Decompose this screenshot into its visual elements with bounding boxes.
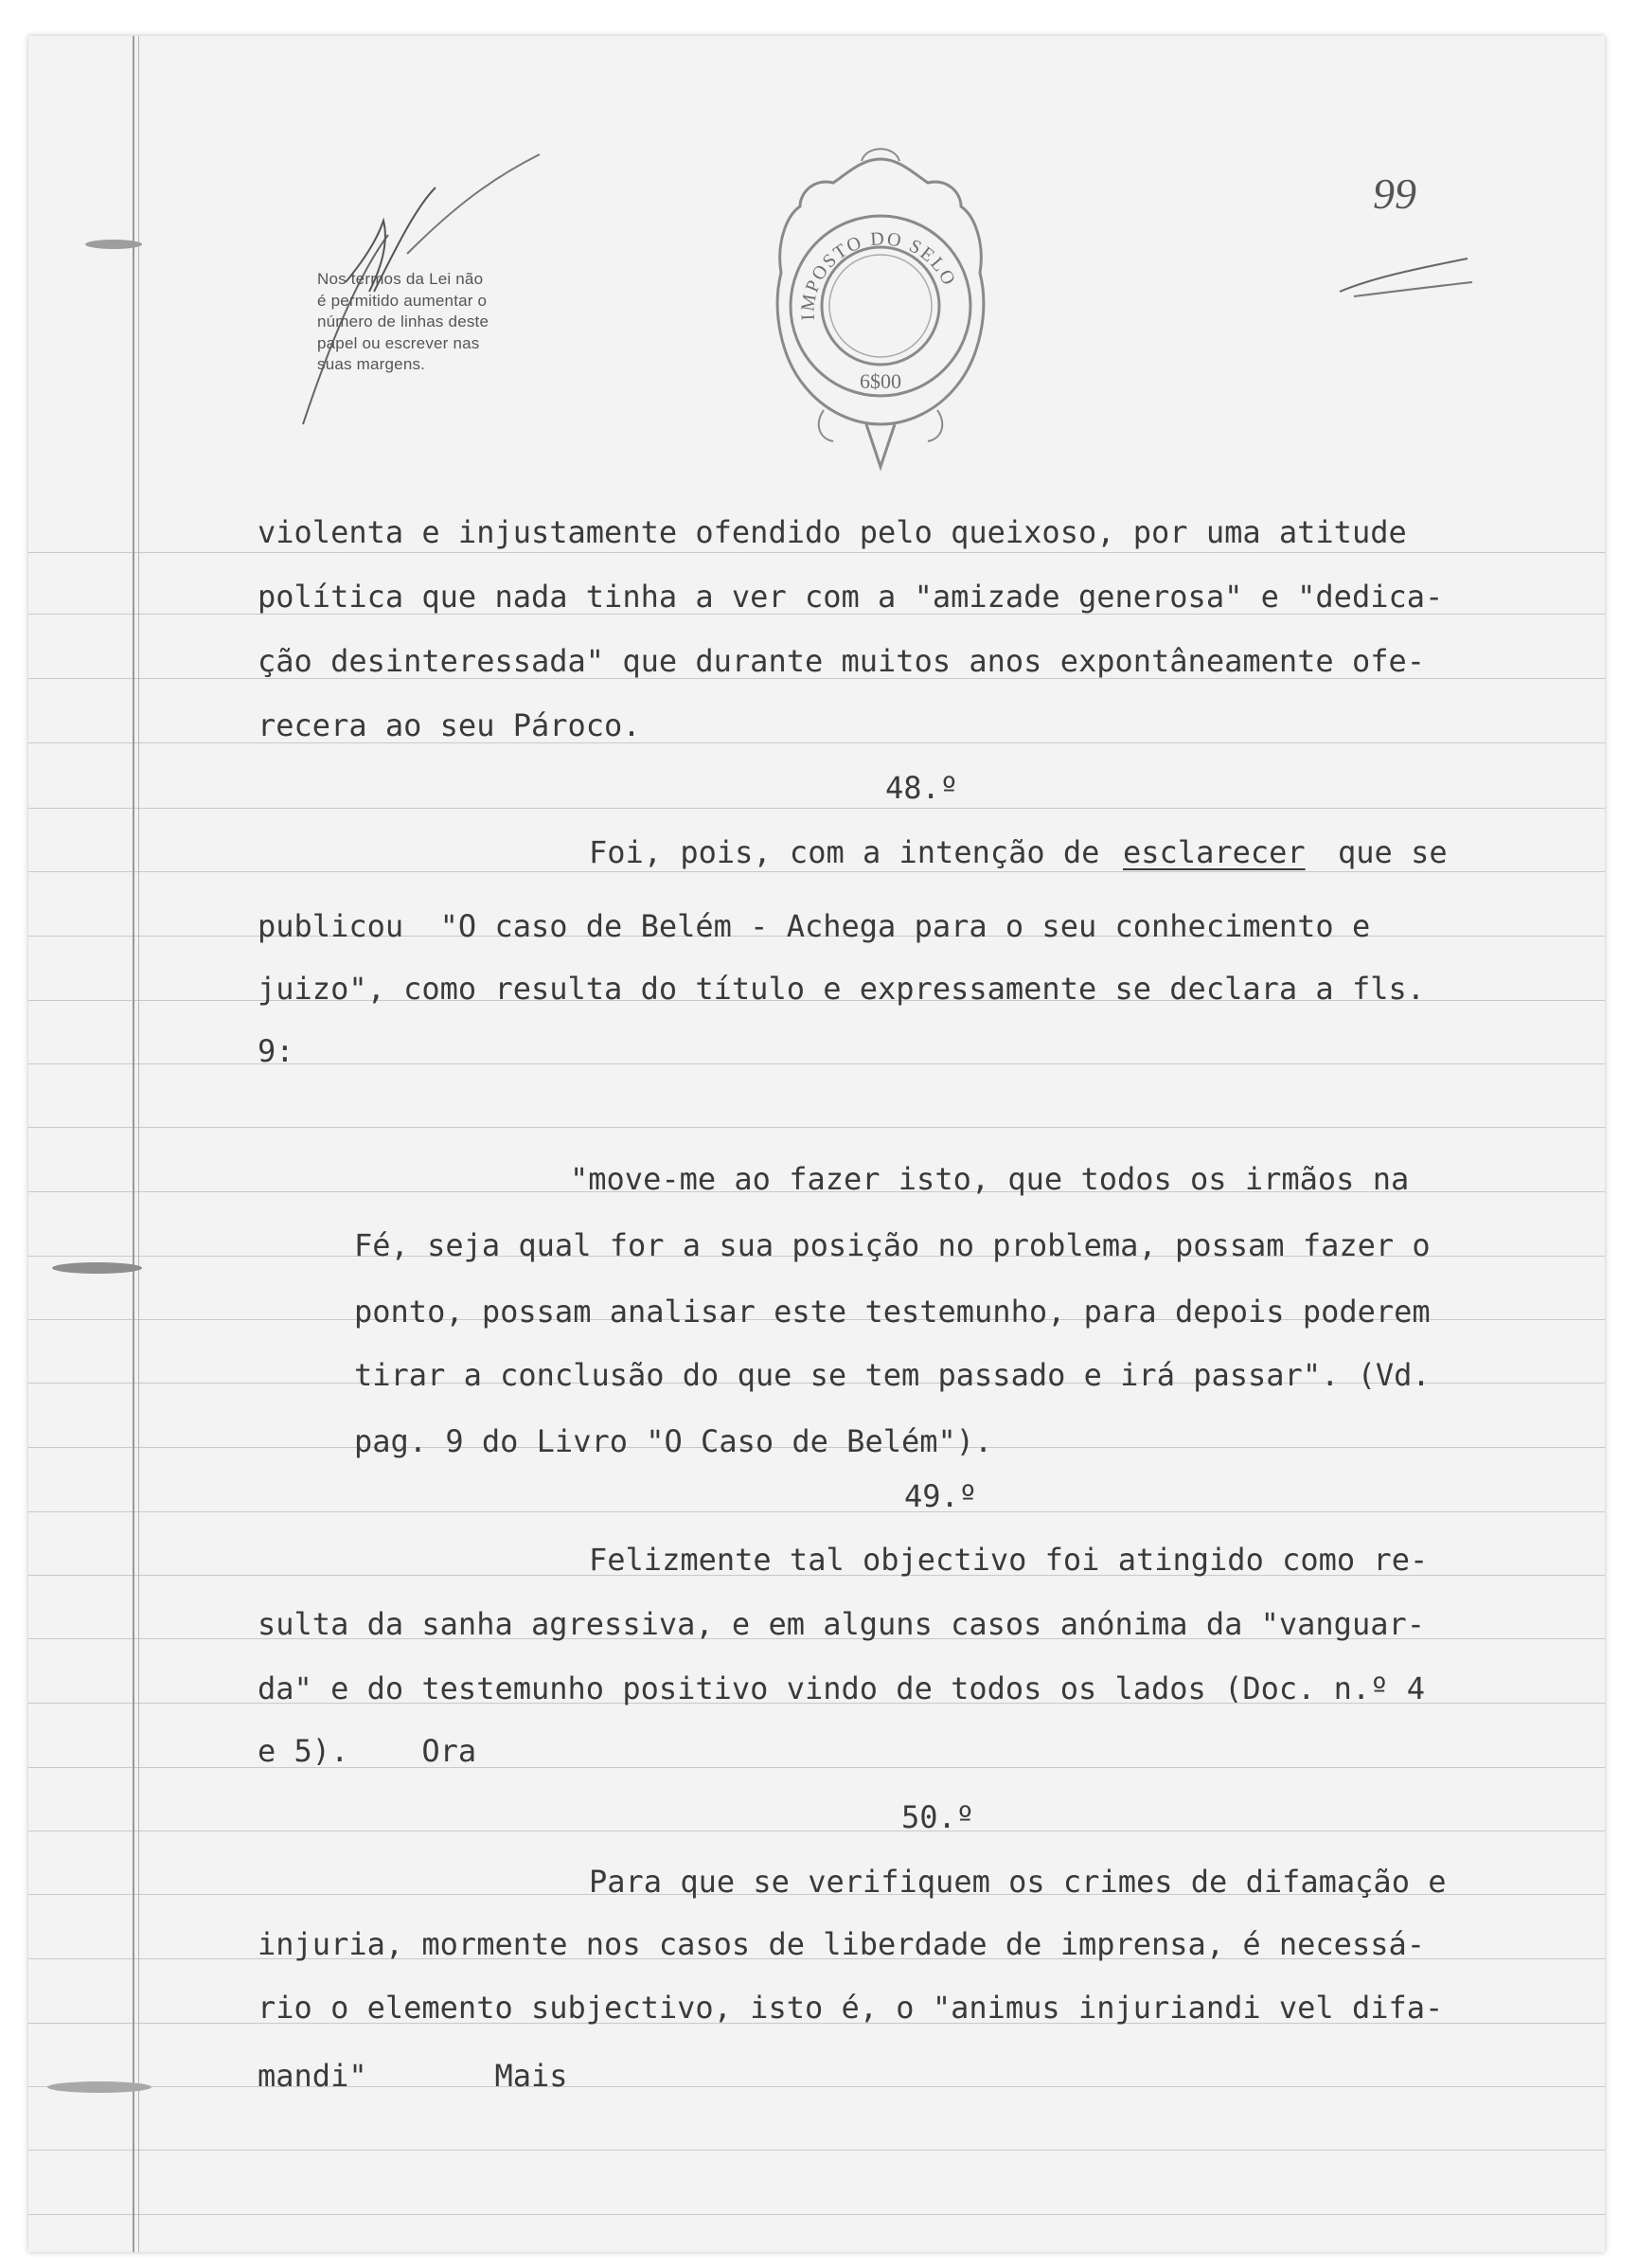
body-line: e 5). Ora <box>258 1733 477 1769</box>
ruled-line <box>28 1830 1605 1831</box>
seal-value: 6$00 <box>860 369 901 393</box>
margin-line <box>133 36 134 2252</box>
document-page <box>28 36 1605 2252</box>
notice-line: número de linhas deste <box>317 313 489 330</box>
body-line: sulta da sanha agressiva, e em alguns casos anónima da "vanguar- <box>258 1606 1425 1642</box>
quote-line: pag. 9 do Livro "O Caso de Belém"). <box>354 1423 993 1459</box>
stamp-paper-notice <box>317 269 582 376</box>
quote-line: "move-me ao fazer isto, que todos os irmãos na <box>570 1161 1410 1197</box>
binding-mark <box>52 1262 142 1274</box>
ruled-line <box>28 1511 1605 1512</box>
body-line: Para que se verifiquem os crimes de difamação e <box>589 1864 1447 1900</box>
body-line: mandi" Mais <box>258 2058 568 2094</box>
body-line: que se <box>1338 834 1448 870</box>
body-line: Foi, pois, com a intenção de <box>589 834 1100 870</box>
ruled-line <box>28 2150 1605 2151</box>
ruled-line <box>28 2214 1605 2215</box>
body-line: juizo", como resulta do título e expressamente se declara a fls. <box>258 971 1425 1007</box>
quote-line: Fé, seja qual for a sua posição no problema, possam fazer o <box>354 1227 1431 1263</box>
quote-line: tirar a conclusão do que se tem passado e irá passar". (Vd. <box>354 1357 1431 1393</box>
body-line: Felizmente tal objectivo foi atingido como re- <box>589 1542 1429 1578</box>
notice-line: suas margens. <box>317 355 426 373</box>
article-number: 49.º <box>904 1478 978 1514</box>
body-line: ção desinteressada" que durante muitos anos expontâneamente ofe- <box>258 643 1425 679</box>
page-number: 99 <box>1373 170 1416 218</box>
article-number: 50.º <box>901 1799 975 1835</box>
notice-line: é permitido aumentar o <box>317 291 488 310</box>
body-line: publicou "O caso de Belém - Achega para o seu conhecimento e <box>258 908 1371 944</box>
body-line: injuria, mormente nos casos de liberdade de imprensa, é necessá- <box>258 1926 1425 1962</box>
quote-line: ponto, possam analisar este testemunho, para depois poderem <box>354 1294 1431 1330</box>
ruled-line <box>28 808 1605 809</box>
body-line: da" e do testemunho positivo vindo de todos os lados (Doc. n.º 4 <box>258 1670 1425 1706</box>
ruled-line <box>28 552 1605 553</box>
revenue-seal-icon <box>757 140 1004 481</box>
page-number-underline <box>1335 244 1477 301</box>
ruled-line <box>28 1127 1605 1128</box>
body-line: 9: <box>258 1033 294 1069</box>
notice-line: Nos termos da Lei não <box>317 270 484 288</box>
seal-text: IMPOSTO DO SELO <box>797 228 961 321</box>
body-line: rio o elemento subjectivo, isto é, o "animus injuriandi vel difa- <box>258 1990 1444 2026</box>
ruled-line <box>28 871 1605 872</box>
body-line: recera ao seu Pároco. <box>258 707 641 743</box>
binding-mark <box>47 2081 151 2093</box>
article-number: 48.º <box>885 770 959 806</box>
notice-line: papel ou escrever nas <box>317 333 480 352</box>
body-line: política que nada tinha a ver com a "amizade generosa" e "dedica- <box>258 579 1444 615</box>
emphasized-word: esclarecer <box>1123 834 1306 870</box>
binding-mark <box>85 240 142 249</box>
margin-line <box>138 36 139 2252</box>
body-line: violenta e injustamente ofendido pelo queixoso, por uma atitude <box>258 514 1407 550</box>
